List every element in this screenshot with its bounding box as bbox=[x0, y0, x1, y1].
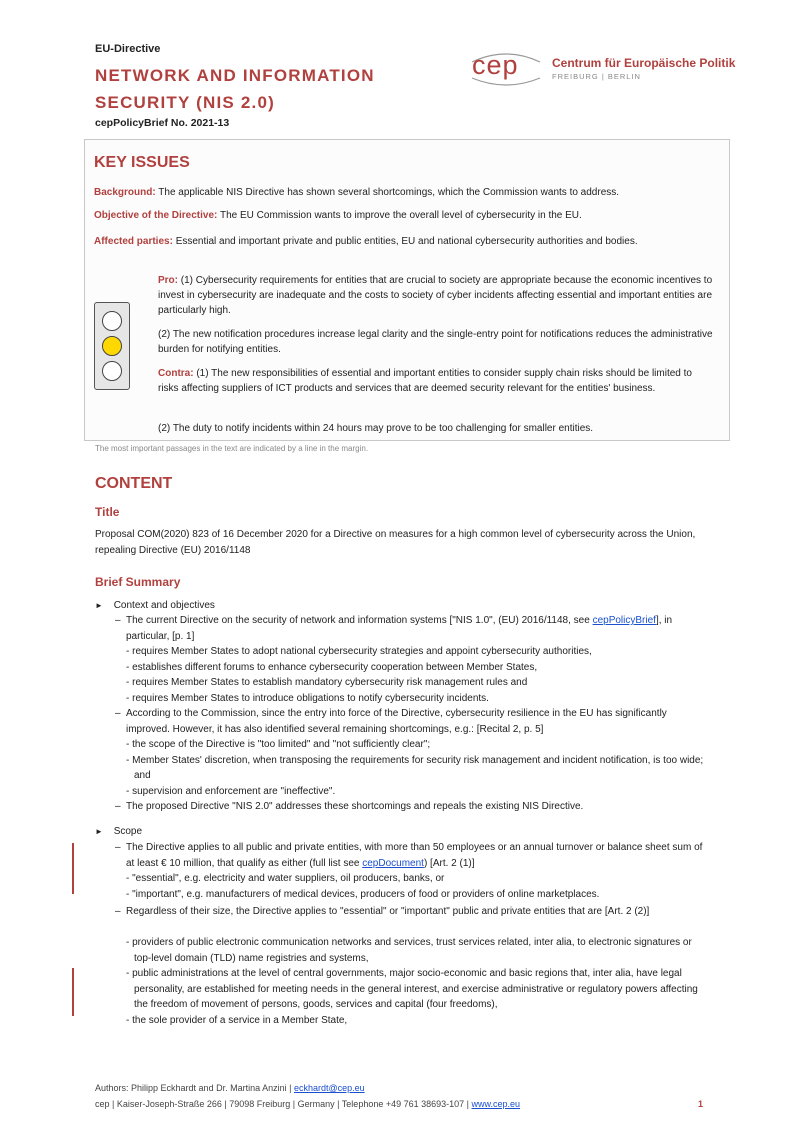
address-text: cep | Kaiser-Joseph-Straße 266 | 79098 Freiburg | Germany | Telephone +49 761 38693-107 | bbox=[95, 1099, 470, 1109]
scope-item bbox=[95, 824, 142, 840]
context-paragraph-3: The proposed Directive "NIS 2.0" addresses these shortcomings and repeals the existing NIS Directive. bbox=[126, 801, 584, 812]
objective-text: The EU Commission wants to improve the overall level of cybersecurity in the EU. bbox=[219, 210, 582, 221]
context-heading: Context and objectives bbox=[113, 600, 215, 611]
website-link[interactable]: www.cep.eu bbox=[471, 1099, 521, 1109]
contra-label: Contra: bbox=[158, 368, 194, 379]
key-issues-title: KEY ISSUES bbox=[94, 154, 190, 171]
contra-1-text: (1) The new responsibilities of essential and important entities to consider supply chain risks should be limited to risks affecting suppliers of ICT products and services that are deemed security relevant for the entities' business. bbox=[158, 368, 692, 394]
margin-note: The most important passages in the text are indicated by a line in the margin. bbox=[95, 444, 369, 453]
footer-authors bbox=[95, 1083, 365, 1093]
list-item: - the sole provider of a service in a Member State, bbox=[126, 1014, 348, 1026]
context-paragraph-1 bbox=[126, 613, 706, 644]
dash-bullet: – bbox=[115, 615, 121, 626]
affected-label: Affected parties: bbox=[94, 236, 173, 247]
context-item bbox=[95, 598, 215, 614]
brief-number: cepPolicyBrief No. 2021-13 bbox=[95, 117, 230, 129]
background-text: The applicable NIS Directive has shown several shortcomings, which the Commission wants to address. bbox=[158, 187, 620, 198]
scope-paragraph-1 bbox=[126, 840, 706, 871]
scope-1-list bbox=[126, 871, 706, 902]
triangle-bullet-icon: ► bbox=[95, 827, 103, 836]
list-item: - "essential", e.g. electricity and water suppliers, oil producers, banks, or bbox=[126, 873, 445, 884]
context-1-list bbox=[126, 644, 706, 706]
summary-heading: Brief Summary bbox=[95, 575, 181, 589]
logo-city: FREIBURG | BERLIN bbox=[552, 72, 641, 81]
dash-bullet: – bbox=[115, 906, 121, 917]
logo-abbreviation: cep bbox=[472, 50, 519, 80]
dash-bullet: – bbox=[115, 708, 121, 719]
pro-2-paragraph: (2) The new notification procedures increase legal clarity and the single-entry point for notifications reduces the administrative burden for notifying entities. bbox=[158, 329, 713, 355]
list-item: - the scope of the Directive is "too limited" and "not sufficiently clear"; bbox=[126, 739, 431, 750]
scope-1-ref: ) [Art. 2 (1)] bbox=[423, 857, 475, 869]
margin-line bbox=[72, 843, 74, 894]
list-item: - public administrations at the level of central governments, major socio-economic and basic regions that, inter alia, have legal personality, are established for meeting needs in the general interest, and exercise administrative or regulatory powers affecting the freedom of movement of persons, goods, services and capital (four freedoms), bbox=[126, 968, 698, 1010]
pro-1-paragraph bbox=[158, 273, 714, 318]
objective-label: Objective of the Directive: bbox=[94, 210, 218, 221]
context-1-ref: ], in particular, [p. 1] bbox=[126, 615, 673, 642]
margin-line bbox=[72, 968, 74, 1016]
scope-heading: Scope bbox=[113, 826, 143, 837]
triangle-bullet-icon: ► bbox=[95, 601, 103, 610]
list-item: - requires Member States to introduce obligations to notify cybersecurity incidents. bbox=[126, 692, 489, 704]
traffic-light-red-lamp bbox=[102, 311, 122, 331]
traffic-light-green-lamp bbox=[102, 361, 122, 381]
list-item: - establishes different forums to enhance cybersecurity cooperation between Member States, bbox=[126, 661, 538, 673]
scope-1-text: The Directive applies to all public and private entities, with more than 50 employees or an annual turnover or balance sheet sum of at least € 10 million, that qualify as either (full list see bbox=[126, 842, 703, 869]
logo-name: Centrum für Europäische Politik bbox=[552, 56, 736, 70]
contra-2-paragraph: (2) The duty to notify incidents within 24 hours may prove to be too challenging for smaller entities. bbox=[158, 423, 594, 434]
list-item: - requires Member States to establish mandatory cybersecurity risk management rules and bbox=[126, 677, 528, 688]
cep-logo bbox=[468, 48, 738, 88]
authors-text: Authors: Philipp Eckhardt and Dr. Martina Anzini | bbox=[95, 1083, 292, 1093]
pro-label: Pro: bbox=[158, 275, 178, 286]
dash-bullet: – bbox=[115, 842, 121, 853]
list-item: - "important", e.g. manufacturers of medical devices, producers of food or providers of online marketplaces. bbox=[126, 888, 600, 900]
list-item: - supervision and enforcement are "ineffective". bbox=[126, 785, 336, 797]
list-item: - requires Member States to adopt national cybersecurity strategies and appoint cybersecurity authorities, bbox=[126, 646, 592, 657]
footer-address bbox=[95, 1099, 520, 1109]
scope-paragraph-2: Regardless of their size, the Directive applies to "essential" or "important" public and private entities that are [Art. 2 (2)] bbox=[126, 906, 650, 917]
content-title: CONTENT bbox=[95, 475, 173, 492]
dash-bullet: – bbox=[115, 801, 121, 812]
pro-1-text: (1) Cybersecurity requirements for entities that are crucial to society are appropriate because the economic incentives to invest in cybersecurity are inadequate and the costs to society of cyber incidents affecting essential and important entities are particularly high. bbox=[158, 275, 713, 316]
background-label: Background: bbox=[94, 187, 156, 198]
list-item: - Member States' discretion, when transposing the requirements for security risk management and incident notification, is too wide; and bbox=[126, 754, 704, 781]
affected-paragraph bbox=[94, 234, 714, 249]
scope-2-list bbox=[126, 935, 706, 1028]
title-line-1: NETWORK AND INFORMATION bbox=[95, 66, 375, 85]
title-heading: Title bbox=[95, 505, 120, 519]
contra-1-paragraph bbox=[158, 366, 714, 396]
traffic-light-icon bbox=[94, 302, 130, 390]
traffic-light-yellow-lamp bbox=[102, 336, 122, 356]
objective-paragraph bbox=[94, 208, 714, 223]
cep-document-link[interactable]: cepDocument bbox=[362, 857, 424, 869]
document-title bbox=[95, 62, 455, 116]
affected-text: Essential and important private and public entities, EU and national cybersecurity authorities and bodies. bbox=[175, 236, 638, 247]
title-text: Proposal COM(2020) 823 of 16 December 2020 for a Directive on measures for a high common level of cybersecurity across the Union, repealing Directive (EU) 2016/1148 bbox=[95, 529, 696, 556]
title-line-2: SECURITY (NIS 2.0) bbox=[95, 93, 275, 112]
page-number: 1 bbox=[698, 1099, 704, 1109]
context-1-text: The current Directive on the security of network and information systems ["NIS 1.0", (EU) 2016/1148, see bbox=[126, 615, 590, 626]
list-item: - providers of public electronic communication networks and services, trust services related, inter alia, to electronic signatures or top-level domain (TLD) name registries and systems, bbox=[126, 937, 692, 964]
context-paragraph-2: According to the Commission, since the entry into force of the Directive, cybersecurity resilience in the EU has significantly improved. However, it has also identified several remaining shortcomings, e.g.: [Recital 2, p. 5] bbox=[126, 708, 667, 735]
context-2-list bbox=[126, 737, 706, 799]
document-type: EU-Directive bbox=[95, 43, 161, 55]
background-paragraph bbox=[94, 185, 714, 200]
author-email-link[interactable]: eckhardt@cep.eu bbox=[293, 1083, 365, 1093]
cep-policy-brief-link[interactable]: cepPolicyBrief bbox=[592, 615, 656, 626]
